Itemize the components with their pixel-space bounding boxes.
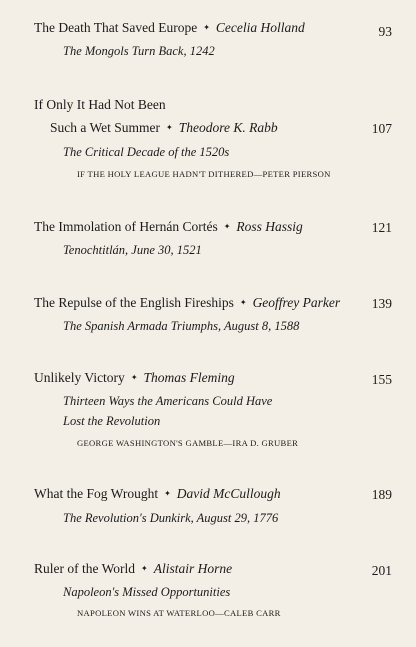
entry-heading xyxy=(34,219,303,237)
page-number: 155 xyxy=(371,372,392,387)
page-number: 121 xyxy=(371,220,392,235)
entry-heading xyxy=(34,486,281,504)
diamond-separator-icon: ✦ xyxy=(203,23,210,32)
page-number: 201 xyxy=(371,563,392,578)
related-essay: NAPOLEON WINS AT WATERLOO—CALEB CARR xyxy=(77,608,281,618)
chapter-author: Thomas Fleming xyxy=(143,370,235,385)
chapter-author: Ross Hassig xyxy=(236,219,303,234)
chapter-subtitle-line1: Thirteen Ways the Americans Could Have xyxy=(63,394,273,408)
diamond-separator-icon: ✦ xyxy=(141,564,148,573)
entry-heading xyxy=(34,561,232,579)
chapter-author: David McCullough xyxy=(176,486,281,501)
chapter-subtitle: Napoleon's Missed Opportunities xyxy=(63,585,231,599)
chapter-subtitle: The Spanish Armada Triumphs, August 8, 1588 xyxy=(63,319,300,333)
chapter-subtitle: Tenochtitlán, June 30, 1521 xyxy=(63,243,202,257)
entry-heading xyxy=(34,20,305,38)
chapter-title: What the Fog Wrought xyxy=(34,486,159,501)
chapter-author: Alistair Horne xyxy=(153,561,233,576)
chapter-title: The Death That Saved Europe xyxy=(34,20,198,35)
diamond-separator-icon: ✦ xyxy=(130,373,138,382)
chapter-author: Cecelia Holland xyxy=(215,20,305,35)
related-essay: GEORGE WASHINGTON'S GAMBLE—IRA D. GRUBER xyxy=(77,438,299,448)
chapter-subtitle: The Critical Decade of the 1520s xyxy=(63,145,230,159)
diamond-separator-icon: ✦ xyxy=(164,489,171,498)
chapter-author: Geoffrey Parker xyxy=(252,295,341,310)
entry-heading xyxy=(34,370,235,388)
entry-heading xyxy=(34,295,340,313)
chapter-title-line2: Such a Wet Summer xyxy=(50,120,161,135)
chapter-author: Theodore K. Rabb xyxy=(178,120,278,135)
entry-heading xyxy=(50,120,278,138)
page-number: 107 xyxy=(371,121,392,136)
chapter-title-line1: If Only It Had Not Been xyxy=(34,97,166,112)
chapter-title: Ruler of the World xyxy=(34,561,136,576)
chapter-subtitle: The Revolution's Dunkirk, August 29, 1776 xyxy=(63,511,279,525)
related-essay: IF THE HOLY LEAGUE HADN'T DITHERED—PETER PIERSON xyxy=(77,169,331,179)
page-number: 189 xyxy=(371,487,392,502)
diamond-separator-icon: ✦ xyxy=(239,298,247,307)
page-number: 93 xyxy=(378,24,392,39)
page-number: 139 xyxy=(371,296,392,311)
diamond-separator-icon: ✦ xyxy=(166,123,173,132)
diamond-separator-icon: ✦ xyxy=(223,222,231,231)
chapter-title: The Immolation of Hernán Cortés xyxy=(34,219,218,234)
chapter-title: The Repulse of the English Fireships xyxy=(34,295,234,310)
chapter-subtitle-line2: Lost the Revolution xyxy=(63,414,161,428)
chapter-title: Unlikely Victory xyxy=(34,370,125,385)
chapter-subtitle: The Mongols Turn Back, 1242 xyxy=(63,44,215,58)
